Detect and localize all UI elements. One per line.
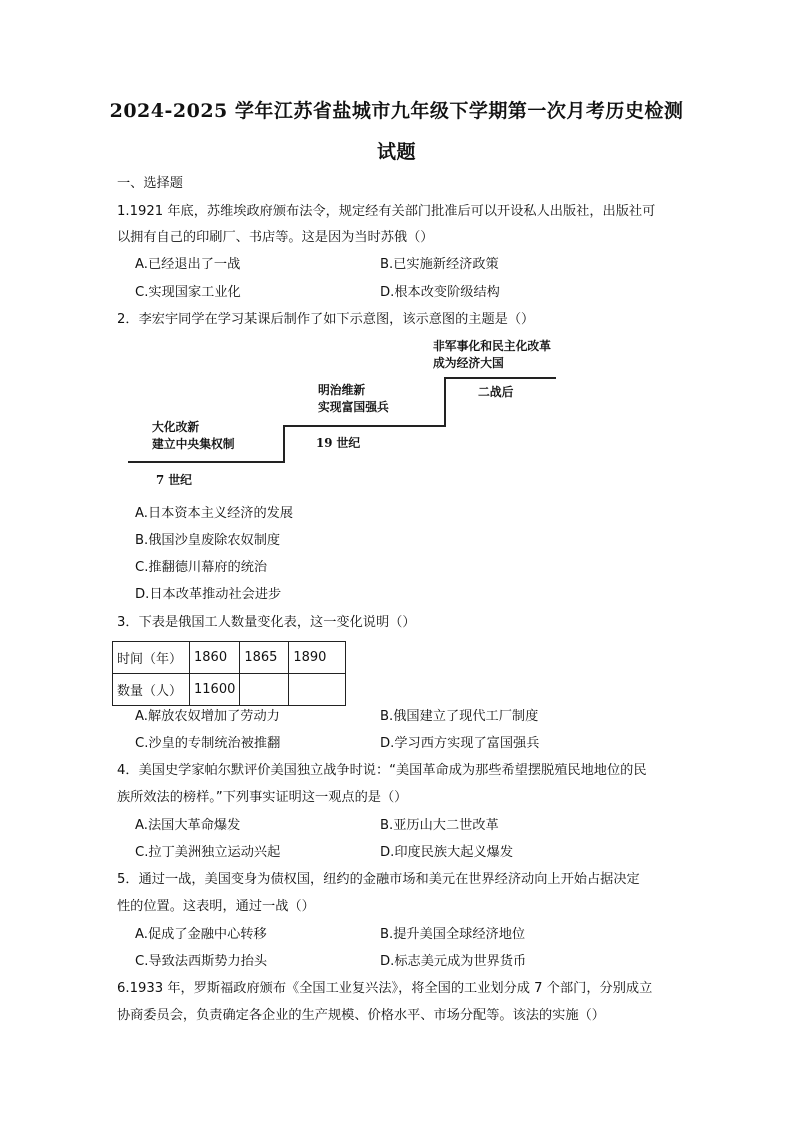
q2-option-b: B.俄国沙皇废除农奴制度 bbox=[135, 533, 281, 548]
q4-option-b: B.亚历山大二世改革 bbox=[380, 818, 499, 833]
q5-option-b: B.提升美国全球经济地位 bbox=[380, 927, 526, 942]
q4-option-a: A.法国大革命爆发 bbox=[135, 818, 241, 833]
q6-stem-line-2: 协商委员会，负责确定各企业的生产规模、价格水平、市场分配等。该法的实施（） bbox=[117, 1008, 605, 1023]
q4-stem-line-1: 4．美国史学家帕尔默评价美国独立战争时说：“美国革命成为那些希望摆脱殖民地地位的民 bbox=[117, 763, 647, 778]
q2-option-d: D.日本改革推动社会进步 bbox=[135, 587, 282, 602]
diagram-step1-period: 7 世纪 bbox=[156, 473, 192, 487]
table-cell bbox=[240, 674, 289, 706]
q1-option-d: D.根本改变阶级结构 bbox=[380, 285, 500, 300]
q2-option-c: C.推翻德川幕府的统治 bbox=[135, 560, 268, 575]
q4-option-c: C.拉丁美洲独立运动兴起 bbox=[135, 845, 281, 860]
q3-option-d: D.学习西方实现了富国强兵 bbox=[380, 736, 540, 751]
q1-stem-line-2: 以拥有自己的印刷厂、书店等。这是因为当时苏俄（） bbox=[117, 230, 434, 245]
q1-option-c: C.实现国家工业化 bbox=[135, 285, 241, 300]
table-row bbox=[113, 642, 346, 674]
diagram-step3-subtitle: 成为经济大国 bbox=[433, 356, 504, 370]
q2-option-a: A.日本资本主义经济的发展 bbox=[135, 506, 294, 521]
q3-option-c: C.沙皇的专制统治被推翻 bbox=[135, 736, 281, 751]
q2-stem: 2．李宏宇同学在学习某课后制作了如下示意图，该示意图的主题是（） bbox=[117, 312, 535, 327]
q6-stem-line-1: 6.1933 年，罗斯福政府颁布《全国工业复兴法》，将全国的工业划分成 7 个部门，分别成立 bbox=[117, 981, 653, 996]
q5-stem-line-1: 5．通过一战，美国变身为债权国，纽约的金融市场和美元在世界经济动向上开始占据决定 bbox=[117, 872, 640, 887]
diagram-step3-title: 非军事化和民主化改革 bbox=[433, 339, 551, 353]
q1-option-a: A.已经退出了一战 bbox=[135, 257, 241, 272]
table-header-cell: 时间（年） bbox=[113, 642, 190, 674]
table-cell: 1860 bbox=[190, 642, 240, 674]
q1-stem-line-1: 1.1921 年底，苏维埃政府颁布法令，规定经有关部门批准后可以开设私人出版社，出版社可 bbox=[117, 204, 656, 219]
diagram-step1-subtitle: 建立中央集权制 bbox=[152, 437, 235, 451]
table-row bbox=[113, 674, 346, 706]
q3-option-b: B.俄国建立了现代工厂制度 bbox=[380, 709, 539, 724]
q5-option-a: A.促成了金融中心转移 bbox=[135, 927, 267, 942]
diagram-step2-subtitle: 实现富国强兵 bbox=[318, 400, 389, 414]
table-cell bbox=[289, 674, 346, 706]
diagram-step2-title: 明治维新 bbox=[318, 383, 366, 397]
table-cell: 11600 bbox=[190, 674, 240, 706]
diagram-step3-period: 二战后 bbox=[478, 385, 514, 399]
table-cell: 1890 bbox=[289, 642, 346, 674]
exam-title-line-1: 2024-2025 学年江苏省盐城市九年级下学期第一次月考历史检测 bbox=[109, 100, 684, 122]
q3-stem: 3．下表是俄国工人数量变化表，这一变化说明（） bbox=[117, 615, 416, 630]
q4-option-d: D.印度民族大起义爆发 bbox=[380, 845, 514, 860]
q5-option-d: D.标志美元成为世界货币 bbox=[380, 954, 527, 969]
table-cell: 1865 bbox=[240, 642, 289, 674]
exam-title-line-2: 试题 bbox=[376, 141, 416, 163]
q4-stem-line-2: 族所效法的榜样。”下列事实证明这一观点的是（） bbox=[117, 790, 408, 805]
table-header-cell: 数量（人） bbox=[113, 674, 190, 706]
diagram-step1-title: 大化改新 bbox=[152, 420, 200, 434]
q3-option-a: A.解放农奴增加了劳动力 bbox=[135, 709, 280, 724]
worker-count-table bbox=[112, 641, 346, 706]
diagram-step2-period: 19 世纪 bbox=[316, 436, 361, 450]
section-heading: 一、选择题 bbox=[117, 176, 183, 191]
q1-option-b: B.已实施新经济政策 bbox=[380, 257, 499, 272]
q5-stem-line-2: 性的位置。这表明，通过一战（） bbox=[117, 899, 315, 914]
q5-option-c: C.导致法西斯势力抬头 bbox=[135, 954, 268, 969]
